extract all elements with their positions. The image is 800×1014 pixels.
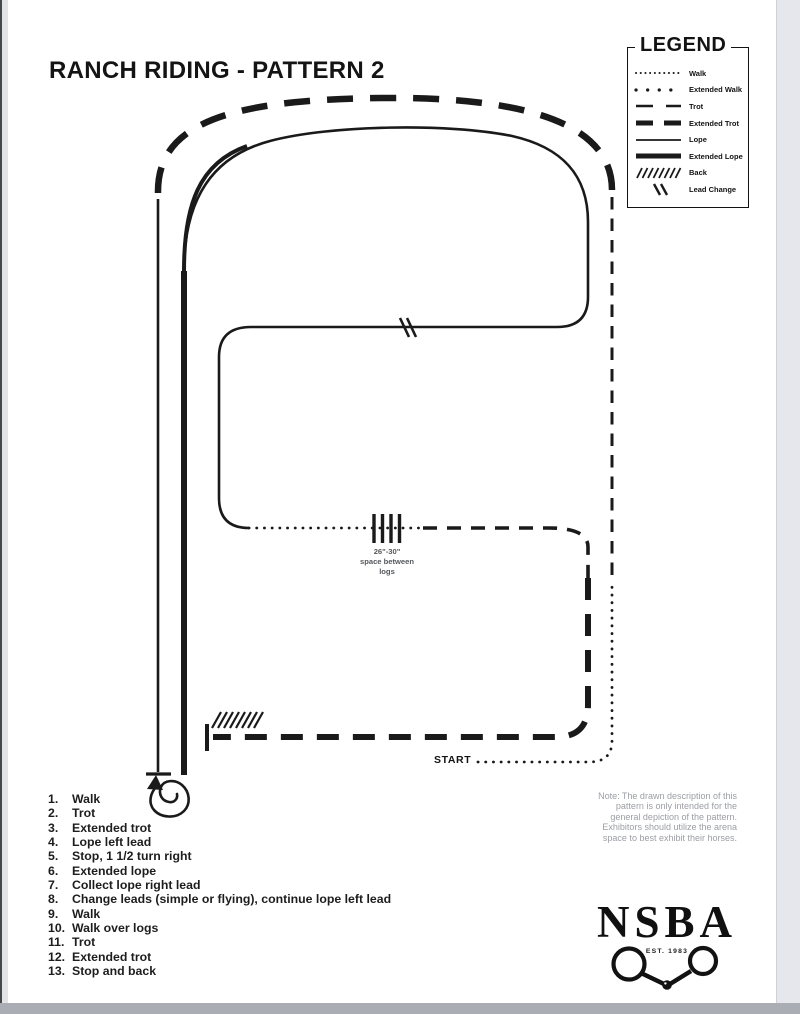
step-text: Extended lope xyxy=(72,863,157,878)
step-text: Extended trot xyxy=(72,820,152,835)
legend-label: Extended Walk xyxy=(689,85,743,95)
viewer-bottom-edge xyxy=(0,1003,800,1014)
legend-row-lead-change xyxy=(628,181,748,198)
step-number: 5. xyxy=(48,849,59,864)
page-title: RANCH RIDING - PATTERN 2 xyxy=(49,57,385,85)
list-item xyxy=(48,950,391,964)
logs-spacing-label xyxy=(337,547,437,578)
step-number: 11. xyxy=(48,935,65,950)
step-text: Extended trot xyxy=(72,949,152,964)
extended-trot-line-sample-icon xyxy=(633,116,685,130)
nsba-logo-wordmark: NSBA xyxy=(596,897,738,947)
legend-row-back xyxy=(628,165,748,182)
legend-label: Back xyxy=(689,168,707,178)
legend-row-extended-walk xyxy=(628,82,748,99)
list-item xyxy=(48,864,391,878)
viewer-left-margin xyxy=(2,0,8,1014)
step-number: 7. xyxy=(48,878,59,893)
lead-change-sample-icon xyxy=(633,182,685,196)
lope-inner-path xyxy=(184,127,588,528)
step-number: 12. xyxy=(48,949,66,964)
step-text: Lope left lead xyxy=(72,835,152,850)
step-number: 9. xyxy=(48,906,59,921)
list-item xyxy=(48,849,391,863)
nsba-established-text: EST. 1983 xyxy=(645,948,689,955)
step-text: Walk over logs xyxy=(72,921,159,936)
turn-arrowhead xyxy=(147,775,163,790)
note-line: space to best exhibit their horses. xyxy=(602,832,737,843)
legend-label: Trot xyxy=(689,101,704,111)
legend-title: LEGEND xyxy=(635,35,731,55)
legend-rows xyxy=(628,65,748,198)
step-text: Stop, 1 1/2 turn right xyxy=(72,849,192,864)
legend-label: Extended Lope xyxy=(689,151,743,161)
legend-label: Lead Change xyxy=(689,184,737,194)
list-item xyxy=(48,835,391,849)
legend-row-extended-trot xyxy=(628,115,748,132)
logs-spacing-line3: logs xyxy=(379,567,395,577)
list-item xyxy=(48,792,391,806)
logs-spacing-line1: 26"-30" xyxy=(373,547,401,556)
legend-row-extended-lope xyxy=(628,148,748,165)
step-number: 8. xyxy=(48,892,59,907)
step-text: Change leads (simple or flying), continue lope left lead xyxy=(72,892,392,907)
extended-trot-arch-path xyxy=(158,98,612,193)
back-hatch-sample-icon xyxy=(633,166,685,180)
list-item xyxy=(48,907,391,921)
walk-line-sample-icon xyxy=(633,66,685,80)
list-item xyxy=(48,935,391,949)
trot-mid-path xyxy=(423,528,588,578)
list-item xyxy=(48,964,391,978)
note-line: general depiction of the pattern. xyxy=(610,811,737,822)
disclaimer-note xyxy=(598,791,737,843)
step-number: 3. xyxy=(48,820,59,835)
nsba-logo xyxy=(586,897,748,1000)
note-line: Exhibitors should utilize the arena xyxy=(602,822,737,833)
step-text: Stop and back xyxy=(72,964,157,979)
back-symbol xyxy=(212,712,263,728)
lope-line-sample-icon xyxy=(633,133,685,147)
list-item xyxy=(48,821,391,835)
legend-label: Extended Trot xyxy=(689,118,740,128)
step-text: Trot xyxy=(72,806,96,821)
step-text: Walk xyxy=(72,792,101,806)
step-number: 4. xyxy=(48,835,59,850)
trot-line-sample-icon xyxy=(633,99,685,113)
legend-row-lope xyxy=(628,131,748,148)
extended-trot-bottom-path xyxy=(213,578,588,737)
extended-lope-line-sample-icon xyxy=(633,149,685,163)
list-item xyxy=(48,806,391,820)
step-number: 2. xyxy=(48,806,59,821)
step-text: Walk xyxy=(72,906,101,921)
step-number: 10. xyxy=(48,921,66,936)
step-text: Collect lope right lead xyxy=(72,878,201,893)
extended-walk-line-sample-icon xyxy=(633,83,685,97)
step-text: Trot xyxy=(72,935,96,950)
note-line: pattern is only intended for the xyxy=(615,801,737,812)
step-number: 6. xyxy=(48,863,59,878)
list-item xyxy=(48,878,391,892)
legend-box xyxy=(627,34,749,208)
legend-row-walk xyxy=(628,65,748,82)
maneuver-list xyxy=(48,792,391,978)
start-label: START xyxy=(434,754,472,766)
list-item xyxy=(48,892,391,906)
legend-row-trot xyxy=(628,98,748,115)
step-number: 13. xyxy=(48,964,66,979)
legend-label: Lope xyxy=(689,135,707,145)
viewer-right-margin xyxy=(776,0,800,1014)
note-line: Note: The drawn description of this xyxy=(598,791,737,801)
step-number: 1. xyxy=(48,792,59,806)
list-item xyxy=(48,921,391,935)
logs-spacing-line2: space between xyxy=(359,557,415,567)
legend-label: Walk xyxy=(689,68,707,78)
